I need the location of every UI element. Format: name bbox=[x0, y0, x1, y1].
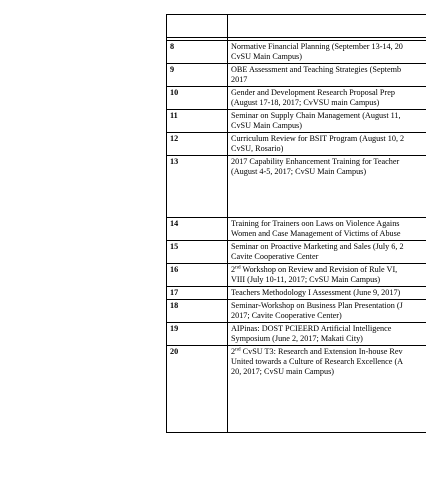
ordinal-suffix: nd bbox=[235, 346, 241, 353]
row-title: OBE Assessment and Teaching Strategies (Septemb 2017 bbox=[228, 64, 426, 87]
row-number: 16 bbox=[167, 264, 228, 287]
row-title: Seminar on Supply Chain Management (August 11, CvSU Main Campus) bbox=[228, 110, 426, 133]
row-title: Normative Financial Planning (September 13-14, 20 CvSU Main Campus) bbox=[228, 41, 426, 64]
row-number: 17 bbox=[167, 287, 228, 300]
header-cell-number bbox=[167, 15, 228, 38]
row-number: 11 bbox=[167, 110, 228, 133]
row-title bbox=[228, 264, 426, 287]
header-cell-title bbox=[228, 15, 426, 38]
ordinal-suffix: nd bbox=[235, 264, 241, 271]
table-row bbox=[167, 241, 426, 264]
row-title: Gender and Development Research Proposal Prep (August 17-18, 2017; CvVSU main Campus) bbox=[228, 87, 426, 110]
table-row bbox=[167, 264, 426, 287]
row-title: Curriculum Review for BSIT Program (August 10, 2 CvSU, Rosario) bbox=[228, 133, 426, 156]
table-row bbox=[167, 41, 426, 64]
row-number: 20 bbox=[167, 346, 228, 433]
row-number: 13 bbox=[167, 156, 228, 218]
title-text: Workshop on Review and Revision of Rule VI, VIII (July 10-11, 2017; CvSU Main Campus) bbox=[231, 265, 398, 284]
row-title: Teachers Methodology I Assessment (June 9, 2017) bbox=[228, 287, 426, 300]
row-title: AIPinas: DOST PCIEERD Artificial Intelligence Symposium (June 2, 2017; Makati City) bbox=[228, 323, 426, 346]
table-row bbox=[167, 156, 426, 218]
row-number: 18 bbox=[167, 300, 228, 323]
table-row bbox=[167, 323, 426, 346]
row-number: 14 bbox=[167, 218, 228, 241]
table-row bbox=[167, 287, 426, 300]
title-text: CvSU T3: Research and Extension In-house Rev United towards a Culture of Research Excellence (A 20, 2017; CvSU main Campus) bbox=[231, 347, 404, 376]
row-title bbox=[228, 346, 426, 433]
table-row bbox=[167, 87, 426, 110]
table-row bbox=[167, 218, 426, 241]
row-number: 8 bbox=[167, 41, 228, 64]
row-number: 9 bbox=[167, 64, 228, 87]
row-title: Training for Trainers oon Laws on Violence Agains Women and Case Management of Victims of Abuse bbox=[228, 218, 426, 241]
row-title: 2017 Capability Enhancement Training for Teacher (August 4-5, 2017; CvSU Main Campus) bbox=[228, 156, 426, 218]
trainings-table-body bbox=[167, 15, 426, 433]
table-header-row bbox=[167, 15, 426, 38]
row-number: 12 bbox=[167, 133, 228, 156]
table-row bbox=[167, 300, 426, 323]
row-title: Seminar on Proactive Marketing and Sales (July 6, 2 Cavite Cooperative Center bbox=[228, 241, 426, 264]
row-number: 10 bbox=[167, 87, 228, 110]
table-row bbox=[167, 110, 426, 133]
row-title: Seminar-Workshop on Business Plan Presentation (J 2017; Cavite Cooperative Center) bbox=[228, 300, 426, 323]
table-row bbox=[167, 346, 426, 433]
row-number: 19 bbox=[167, 323, 228, 346]
table-row bbox=[167, 64, 426, 87]
ordinal-number: 2 bbox=[231, 347, 236, 356]
row-number: 15 bbox=[167, 241, 228, 264]
trainings-table bbox=[166, 14, 426, 433]
ordinal-number: 2 bbox=[231, 265, 236, 274]
table-row bbox=[167, 133, 426, 156]
